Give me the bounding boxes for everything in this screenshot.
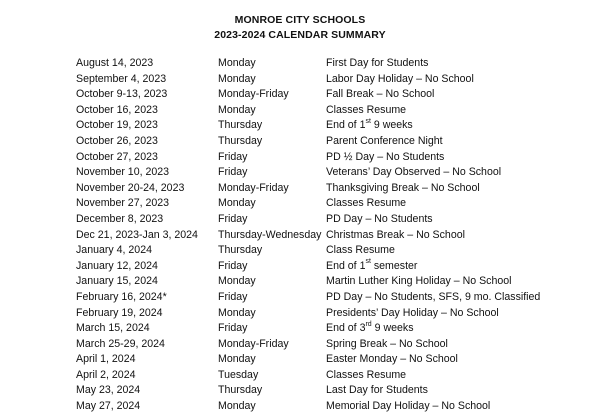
row-date: January 4, 2024 [76, 244, 152, 257]
row-date: March 15, 2024 [76, 322, 150, 335]
row-event: Thanksgiving Break – No School [326, 181, 480, 194]
row-date: August 14, 2023 [76, 57, 154, 69]
calendar-row [0, 87, 600, 103]
row-date: April 1, 2024 [76, 353, 136, 366]
row-event-text: End of 1 [326, 259, 366, 272]
row-event: Veterans’ Day Observed – No School [326, 166, 502, 179]
row-event: Martin Luther King Holiday – No School [326, 275, 512, 288]
row-event-text: 9 weeks [371, 322, 414, 335]
row-event: Memorial Day Holiday – No School [326, 400, 491, 413]
row-day: Thursday-Wednesday [218, 228, 322, 241]
row-day: Monday-Friday [218, 88, 289, 101]
row-event-text: End of 3 [326, 322, 366, 335]
row-date: October 19, 2023 [76, 119, 158, 132]
row-day: Monday [218, 57, 256, 69]
calendar-row [0, 196, 600, 212]
row-event-ordinal: rd [365, 320, 372, 328]
document-title: MONROE CITY SCHOOLS [234, 14, 366, 26]
calendar-row [0, 212, 600, 228]
row-event: Last Day for Students [326, 384, 428, 397]
row-date: February 19, 2024 [76, 306, 163, 319]
row-date: May 23, 2024 [76, 384, 141, 397]
row-day: Monday [218, 275, 256, 288]
row-date: October 16, 2023 [76, 103, 158, 116]
row-day: Monday-Friday [218, 181, 289, 194]
row-day: Friday [218, 212, 248, 225]
row-event: Christmas Break – No School [326, 228, 465, 241]
row-date: Dec 21, 2023-Jan 3, 2024 [76, 228, 198, 241]
calendar-row [0, 337, 600, 353]
row-date: December 8, 2023 [76, 212, 164, 225]
row-date: March 25-29, 2024 [76, 337, 165, 350]
calendar-row [0, 290, 600, 306]
calendar-row [0, 352, 600, 368]
row-day: Monday [218, 197, 256, 210]
row-day: Monday-Friday [218, 337, 289, 350]
row-event: Fall Break – No School [326, 88, 435, 101]
row-date: November 27, 2023 [76, 197, 170, 210]
row-day: Thursday [218, 119, 263, 132]
calendar-row [0, 103, 600, 119]
row-date: February 16, 2024* [76, 290, 167, 303]
row-day: Tuesday [218, 368, 259, 381]
calendar-row [0, 118, 600, 134]
row-event: Classes Resume [326, 103, 407, 116]
row-event [326, 118, 413, 134]
row-event [326, 321, 414, 337]
calendar-row [0, 150, 600, 166]
document-subtitle: 2023-2024 CALENDAR SUMMARY [214, 29, 386, 41]
row-day: Friday [218, 290, 248, 303]
row-date: September 4, 2023 [76, 72, 167, 85]
calendar-row [0, 72, 600, 88]
row-event: Classes Resume [326, 197, 407, 210]
row-day: Monday [218, 103, 256, 116]
calendar-row [0, 181, 600, 197]
row-event: Classes Resume [326, 368, 407, 381]
row-event-ordinal: st [365, 258, 371, 266]
row-date: October 9-13, 2023 [76, 88, 168, 101]
calendar-row [0, 306, 600, 322]
row-event-text: End of 1 [326, 119, 366, 132]
row-date: January 12, 2024 [76, 259, 158, 272]
row-day: Thursday [218, 384, 263, 397]
row-day: Friday [218, 150, 248, 163]
row-day: Friday [218, 166, 248, 179]
row-day: Friday [218, 259, 248, 272]
row-date: November 10, 2023 [76, 166, 170, 179]
calendar-row [0, 228, 600, 244]
row-date: November 20-24, 2023 [76, 181, 185, 194]
calendar-row [0, 259, 600, 275]
calendar-row [0, 399, 600, 415]
row-date: May 27, 2024 [76, 400, 141, 413]
calendar-row [0, 368, 600, 384]
row-event: Labor Day Holiday – No School [326, 72, 474, 85]
row-event: Easter Monday – No School [326, 353, 458, 366]
row-event-ordinal: st [365, 117, 371, 125]
calendar-table [0, 56, 600, 415]
row-event-text: 9 weeks [370, 119, 413, 132]
row-event: Parent Conference Night [326, 134, 443, 147]
row-event: Class Resume [326, 244, 395, 257]
calendar-row [0, 134, 600, 150]
row-day: Monday [218, 72, 256, 85]
row-day: Monday [218, 353, 256, 366]
row-date: April 2, 2024 [76, 368, 136, 381]
calendar-row [0, 243, 600, 259]
calendar-row [0, 274, 600, 290]
row-event: First Day for Students [326, 57, 429, 69]
calendar-row [0, 383, 600, 399]
row-event: PD Day – No Students, SFS, 9 mo. Classified [326, 290, 541, 303]
row-event [326, 259, 417, 275]
row-date: October 26, 2023 [76, 134, 158, 147]
row-date: October 27, 2023 [76, 150, 158, 163]
row-day: Friday [218, 322, 248, 335]
calendar-row [0, 165, 600, 181]
row-date: January 15, 2024 [76, 275, 158, 288]
calendar-row [0, 321, 600, 337]
row-day: Monday [218, 306, 256, 319]
row-day: Monday [218, 400, 256, 413]
row-event-text: semester [370, 259, 418, 272]
calendar-row [0, 56, 600, 72]
row-event: PD ½ Day – No Students [326, 150, 445, 163]
row-day: Thursday [218, 134, 263, 147]
row-event: PD Day – No Students [326, 212, 433, 225]
row-day: Thursday [218, 244, 263, 257]
row-event: Presidents’ Day Holiday – No School [326, 306, 499, 319]
row-event: Spring Break – No School [326, 337, 448, 350]
